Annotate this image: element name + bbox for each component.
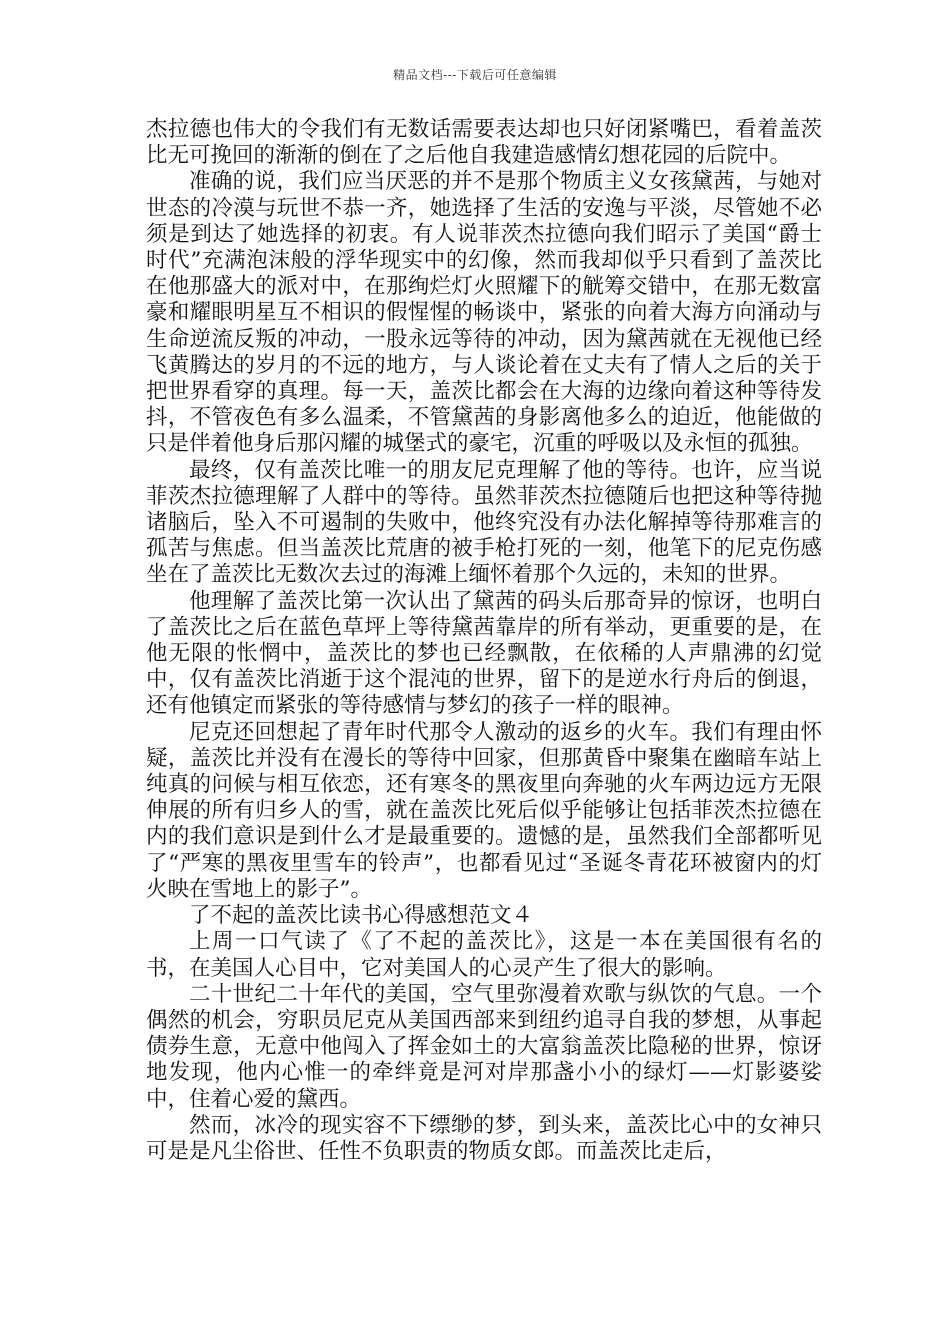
section-title: 了不起的盖茨比读书心得感想范文４ — [189, 903, 534, 929]
paragraph: 二十世纪二十年代的美国，空气里弥漫着欢歌与纵饮的气息。一个偶然的机会，穷职员尼克从美国西部来到纽约追寻自我的梦想，从事起债券生意，无意中他闯入了挥金如土的大富翁盖茨比隐秘的世界，惊讶地发现，他内心惟一的牵绊竟是河对岸那盏小小的绿灯——灯影婆娑中，住着心爱的黛西。 — [146, 981, 822, 1112]
paragraph: 杰拉德也伟大的令我们有无数话需要表达却也只好闭紧嘴巴，看着盖茨比无可挽回的渐渐的倒在了之后他自我建造感情幻想花园的后院中。 — [146, 117, 822, 169]
paragraph: 他理解了盖茨比第一次认出了黛茜的码头后那奇异的惊讶，也明白了盖茨比之后在蓝色草坪上等待黛茜靠岸的所有举动，更重要的是，在他无限的怅惘中，盖茨比的梦也已经飘散，在依稀的人声鼎沸的幻觉中，仅有盖茨比消逝于这个混沌的世界，留下的是逆水行舟后的倒退，还有他镇定而紧张的等待感情与梦幻的孩子一样的眼神。 — [146, 588, 822, 719]
paragraph: 然而，冰冷的现实容不下缥缈的梦，到头来，盖茨比心中的女神只可是是凡尘俗世、任性不负职责的物质女郎。而盖茨比走后， — [146, 1112, 822, 1164]
page-header: 精品文档---下载后可任意编辑 — [393, 68, 557, 82]
paragraph: 上周一口气读了《了不起的盖茨比》，这是一本在美国很有名的书，在美国人心目中，它对美国人的心灵产生了很大的影响。 — [146, 929, 822, 981]
paragraph: 准确的说，我们应当厌恶的并不是那个物质主义女孩黛茜，与她对世态的冷漠与玩世不恭一齐，她选择了生活的安逸与平淡，尽管她不必须是到达了她选择的初衷。有人说菲茨杰拉德向我们昭示了美国“爵士时代”充满泡沫般的浮华现实中的幻像，然而我却似乎只看到了盖茨比在他那盛大的派对中，在那绚烂灯火照耀下的觥筹交错中，在那无数富豪和耀眼明星互不相识的假惺惺的畅谈中，紧张的向着大海方向涌动与生命逆流反叛的冲动，一股永远等待的冲动，因为黛茜就在无视他已经飞黄腾达的岁月的不远的地方，与人谈论着在丈夫有了情人之后的关于把世界看穿的真理。每一天，盖茨比都会在大海的边缘向着这种等待发抖，不管夜色有多么温柔，不管黛茜的身影离他多么的迫近，他能做的只是伴着他身后那闪耀的城堡式的豪宅，沉重的呼吸以及永恒的孤独。 — [146, 169, 822, 457]
paragraph: 尼克还回想起了青年时代那令人激动的返乡的火车。我们有理由怀疑，盖茨比并没有在漫长的等待中回家，但那黄昏中聚集在幽暗车站上纯真的问候与相互依恋，还有寒冬的黑夜里向奔驰的火车两边远方无限伸展的所有归乡人的雪，就在盖茨比死后似乎能够让包括菲茨杰拉德在内的我们意识是到什么才是最重要的。遗憾的是，虽然我们全部都听见了“严寒的黑夜里雪车的铃声”，也都看见过“圣诞冬青花环被窗内的灯火映在雪地上的影子”。 — [146, 719, 822, 902]
document-body — [146, 117, 822, 1165]
paragraph: 最终，仅有盖茨比唯一的朋友尼克理解了他的等待。也许，应当说菲茨杰拉德理解了人群中的等待。虽然菲茨杰拉德随后也把这种等待抛诸脑后，坠入不可遏制的失败中，他终究没有办法化解掉等待那难言的孤苦与焦虑。但当盖茨比荒唐的被手枪打死的一刻，他笔下的尼克伤感坐在了盖茨比无数次去过的海滩上缅怀着那个久远的，未知的世界。 — [146, 457, 822, 588]
